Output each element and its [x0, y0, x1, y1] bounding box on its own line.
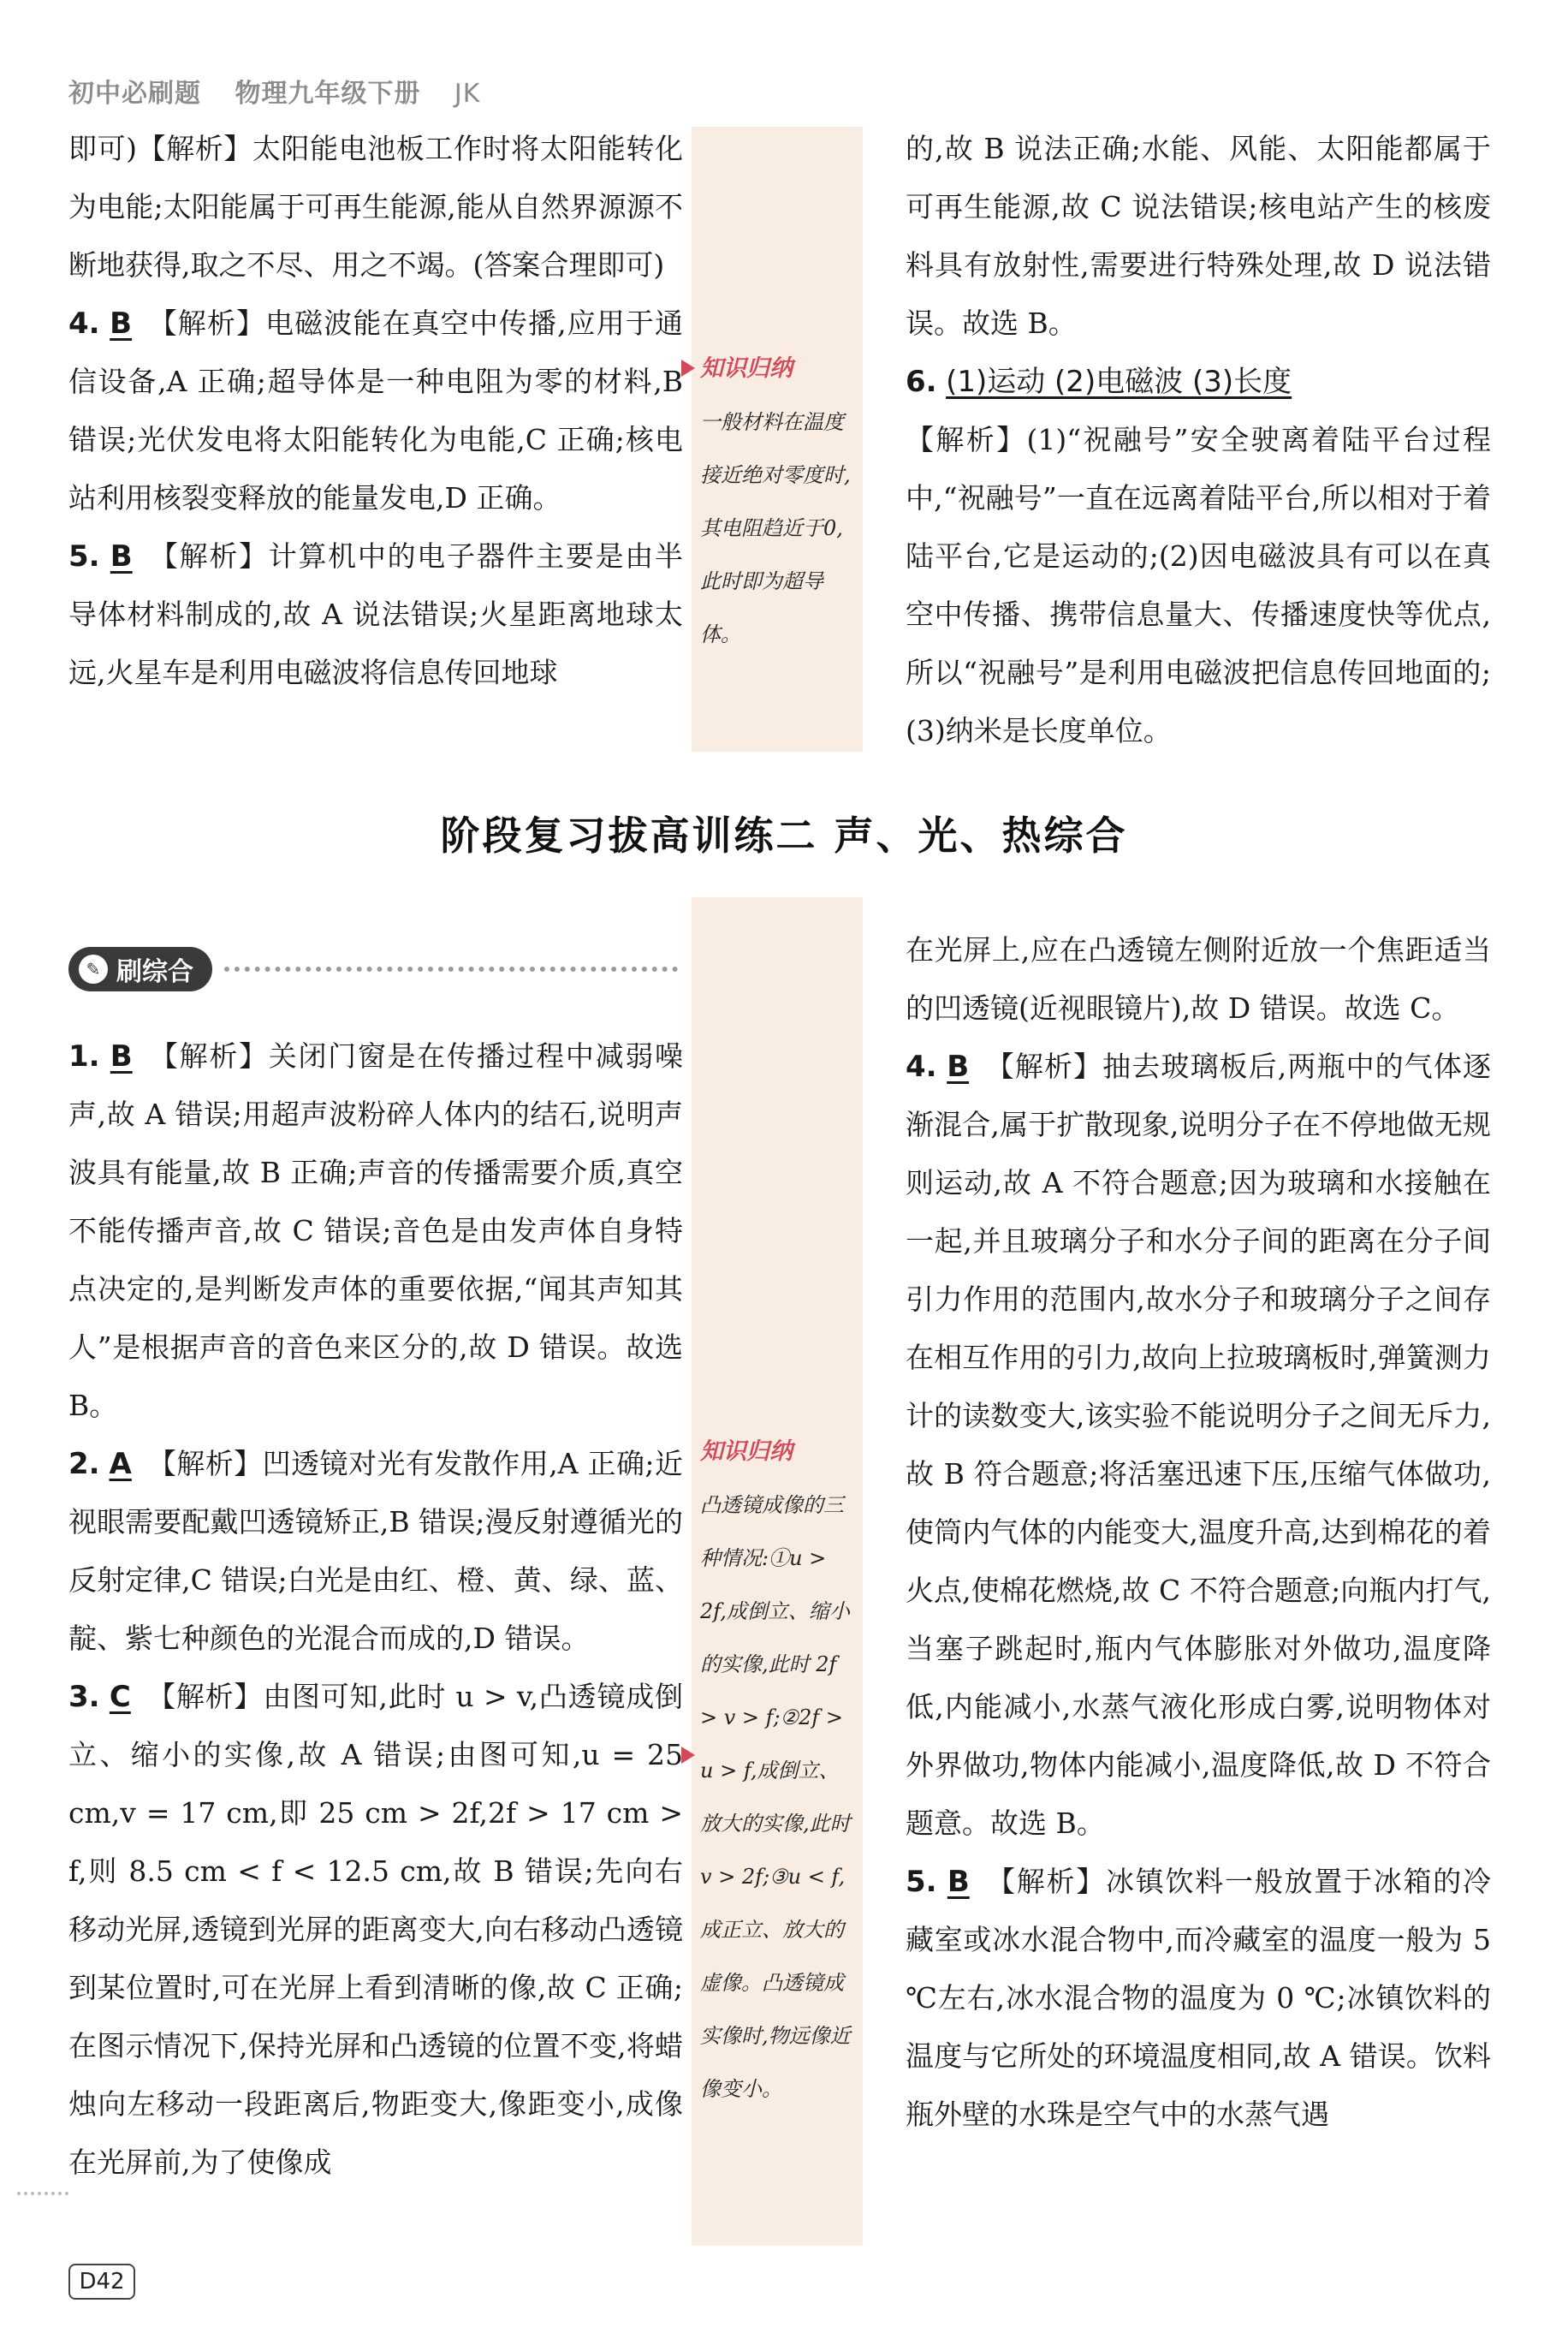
top-right-column [906, 120, 1491, 760]
explanation-text: 【解析】关闭门窗是在传播过程中减弱噪声,故 A 错误;用超声波粉碎人体内的结石,说明声波具有能量,故 B 正确;声音的传播需要介质,真空不能传播声音,故 C 错误;音色是由发声体自身特点决定的,是判断发声体的重要依据,“闻其声知其人”是根据声音的音色来区分的,故 D 错误。故选 B。 [68, 1039, 683, 1422]
note-text: 一般材料在温度接近绝对零度时,其电阻趋近于0,此时即为超导体。 [700, 410, 851, 646]
question-5-answer [906, 1853, 1491, 2144]
answer-choice: B [110, 539, 133, 574]
explanation-text: 【解析】冰镇饮料一般放置于冰箱的冷藏室或冰水混合物中,而冷藏室的温度一般为 5 ℃左右,冰水混合物的温度为 0 ℃;冰镇饮料的温度与它所处的环境温度相同,故 A 错误。饮料瓶外壁的水珠是空气中的水蒸气遇 [906, 1865, 1491, 2131]
explanation-text: 【解析】计算机中的电子器件主要是由半导体材料制成的,故 A 说法错误;火星距离地球太远,火星车是利用电磁波将信息传回地球 [68, 539, 683, 689]
knowledge-note-superconductor [700, 342, 858, 661]
pen-icon: ✎ [79, 955, 108, 984]
edition-label: JK [454, 79, 481, 109]
question-number: 2. [68, 1447, 100, 1481]
answer-choice: B [947, 1050, 970, 1084]
note-text: 凸透镜成像的三种情况:①u > 2f,成倒立、缩小的实像,此时 2f > v > f;②2f > u > f,成倒立、放大的实像,此时 v > 2f;③u < f,成正立、放大的虚像。凸透镜成实像时,物远像近像变小。 [700, 1493, 851, 2101]
question-4-answer [68, 295, 683, 527]
continued-answer: 的,故 B 说法正确;水能、风能、太阳能都属于可再生能源,故 C 说法错误;核电站产生的核废料具有放射性,需要进行特殊处理,故 D 说法错误。故选 B。 [906, 132, 1491, 340]
note-title: 知识归纳 [700, 355, 793, 382]
explanation-text: 【解析】抽去玻璃板后,两瓶中的气体逐渐混合,属于扩散现象,说明分子在不停地做无规则运动,故 A 不符合题意;因为玻璃和水接触在一起,并且玻璃分子和水分子间的距离在分子间引力作用的范围内,故水分子和玻璃分子之间存在相互作用的引力,故向上拉玻璃板时,弹簧测力计的读数变大,该实验不能说明分子之间无斥力,故 B 符合题意;将活塞迅速下压,压缩气体做功,使筒内气体的内能变大,温度升高,达到棉花的着火点,使棉花燃烧,故 C 不符合题意;向瓶内打气,当塞子跳起时,瓶内气体膨胀对外做功,温度降低,内能减小,水蒸气液化形成白雾,说明物体对外界做功,物体内能减小,温度降低,故 D 不符合题意。故选 B。 [906, 1050, 1491, 1840]
answer-text: (1)运动 (2)电磁波 (3)长度 [946, 365, 1292, 399]
badge-label: 刷综合 [116, 957, 193, 987]
dotted-divider [224, 967, 678, 972]
explanation-text: 【解析】由图可知,此时 u > v,凸透镜成倒立、缩小的实像,故 A 错误;由图可知,u = 25 cm,v = 17 cm,即 25 cm > 2f,2f > 17 cm > f,则 8.5 cm < f < 12.5 cm,故 B 错误;先向右移动光屏,透镜到光屏的距离变大,向右移动凸透镜到某位置时,可在光屏上看到清晰的像,故 C 正确;在图示情况下,保持光屏和凸透镜的位置不变,将蜡烛向左移动一段距离后,物距变大,像距变小,成像在光屏前,为了使像成 [68, 1680, 683, 2179]
question-6-answer [906, 353, 1491, 411]
answer-choice: B [947, 1865, 970, 1899]
arrow-right-icon [681, 360, 695, 377]
explanation-text: 【解析】电磁波能在真空中传播,应用于通信设备,A 正确;超导体是一种电阻为零的材料,B 错误;光伏发电将太阳能转化为电能,C 正确;核电站利用核裂变释放的能量发电,D 正确。 [68, 307, 683, 515]
question-6-explanation: 【解析】(1)“祝融号”安全驶离着陆平台过程中,“祝融号”一直在远离着陆平台,所以相对于着陆平台,它是运动的;(2)因电磁波具有可以在真空中传播、携带信息量大、传播速度快等优点,所以“祝融号”是利用电磁波把信息传回地面的;(3)纳米是长度单位。 [906, 423, 1491, 747]
bottom-right-column [906, 921, 1491, 2144]
question-number: 6. [906, 365, 937, 399]
answer-choice: B [110, 307, 133, 341]
question-number: 4. [68, 307, 100, 341]
question-1-answer [68, 1027, 683, 1435]
bottom-left-column [68, 1027, 683, 2192]
answer-choice: B [110, 1039, 133, 1074]
running-header [68, 72, 504, 110]
top-left-column [68, 120, 683, 702]
continued-answer: 在光屏上,应在凸透镜左侧附近放一个焦距适当的凹透镜(近视眼镜片),故 D 错误。故选 C。 [906, 933, 1491, 1025]
answer-choice: A [109, 1447, 132, 1481]
question-3-answer [68, 1668, 683, 2192]
arrow-right-icon [681, 1747, 695, 1764]
explanation-text: 【解析】凹透镜对光有发散作用,A 正确;近视眼需要配戴凹透镜矫正,B 错误;漫反射遵循光的反射定律,C 错误;白光是由红、橙、黄、绿、蓝、靛、紫七种颜色的光混合而成的,D 错误。 [68, 1447, 683, 1655]
note-title: 知识归纳 [700, 1438, 793, 1465]
question-number: 5. [68, 539, 100, 574]
answer-choice: C [109, 1680, 131, 1714]
question-number: 4. [906, 1050, 937, 1084]
continued-answer: 即可)【解析】太阳能电池板工作时将太阳能转化为电能;太阳能属于可再生能源,能从自然界源源不断地获得,取之不尽、用之不竭。(答案合理即可) [68, 132, 683, 282]
knowledge-note-convex-lens [700, 1425, 858, 2116]
question-number: 5. [906, 1865, 937, 1899]
margin-dots [17, 2192, 68, 2195]
book-title: 初中必刷题 [68, 79, 201, 109]
question-2-answer [68, 1435, 683, 1668]
subject-title: 物理九年级下册 [235, 79, 421, 109]
section-title: 阶段复习拔高训练二 声、光、热综合 [440, 812, 1128, 859]
badge-pill [68, 947, 212, 991]
page-number: D42 [68, 2264, 135, 2300]
section-badge [68, 945, 678, 993]
question-number: 1. [68, 1039, 100, 1074]
question-4-answer [906, 1038, 1491, 1853]
question-number: 3. [68, 1680, 100, 1714]
question-5-answer [68, 527, 683, 702]
